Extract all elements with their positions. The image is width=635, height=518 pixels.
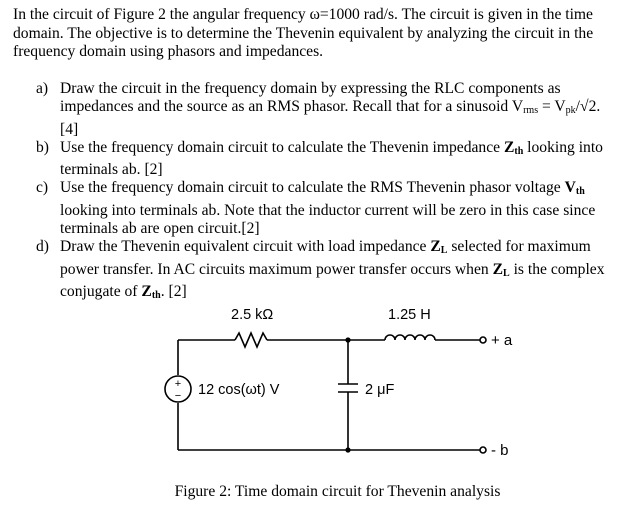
question-c [22, 179, 620, 238]
question-text: Use the frequency domain circuit to calculate the Thevenin impedance $Z_{th}$ looking into terminals ab. [2] [60, 138, 603, 179]
source-minus-sign: − [174, 390, 182, 402]
terminal-a-label: + a [491, 332, 513, 349]
inductor-symbol [385, 335, 435, 340]
source-plus-sign: + [174, 378, 182, 390]
question-a [22, 80, 620, 139]
question-label: c) [36, 179, 49, 197]
source-label: 12 cos(ωt) V [198, 382, 280, 398]
junction-bottom [345, 447, 350, 452]
resistor-symbol [235, 333, 267, 347]
circuit-diagram [140, 300, 540, 470]
question-label: a) [36, 80, 49, 97]
question-list [22, 80, 620, 305]
question-text: Draw the Thevenin equivalent circuit with load impedance $Z_L$ selected for maximum power transfer. In AC circuits maximum power transfer occurs when $Z_L$ is the complex conjugate of $Z_{th}$. [2] [60, 238, 605, 301]
question-text: Use the frequency domain circuit to calculate the RMS Thevenin phasor voltage $V_{th}$ looking into terminals ab. Note that the inductor current will be zero in this case since terminals ab are open circuit.[2] [60, 179, 596, 238]
figure-caption: Figure 2: Time domain circuit for Thevenin analysis [174, 483, 501, 500]
problem-intro: In the circuit of Figure 2 the angular frequency ω=1000 rad/s. The circuit is given in the time domain. The objective is to determine the Thevenin equivalent by analyzing the circuit in the frequency domain using phasors and impedances. [13, 6, 594, 60]
terminal-b-node [480, 447, 486, 453]
resistor-label: 2.5 kΩ [231, 307, 274, 323]
capacitor-label: 2 μF [365, 382, 395, 398]
question-label: d) [36, 238, 49, 256]
question-d [22, 238, 620, 305]
junction-top [345, 337, 350, 342]
terminal-b-label: - b [491, 442, 509, 459]
inductor-label: 1.25 H [388, 307, 431, 323]
question-text: Draw the circuit in the frequency domain by expressing the RLC components as impedances and the source as an RMS phasor. Recall that for a sinusoid $V_{rms} = V_{pk}/√2$. [4] [60, 80, 601, 138]
terminal-a-node [480, 337, 486, 343]
question-b [22, 139, 620, 180]
question-label: b) [36, 138, 49, 156]
